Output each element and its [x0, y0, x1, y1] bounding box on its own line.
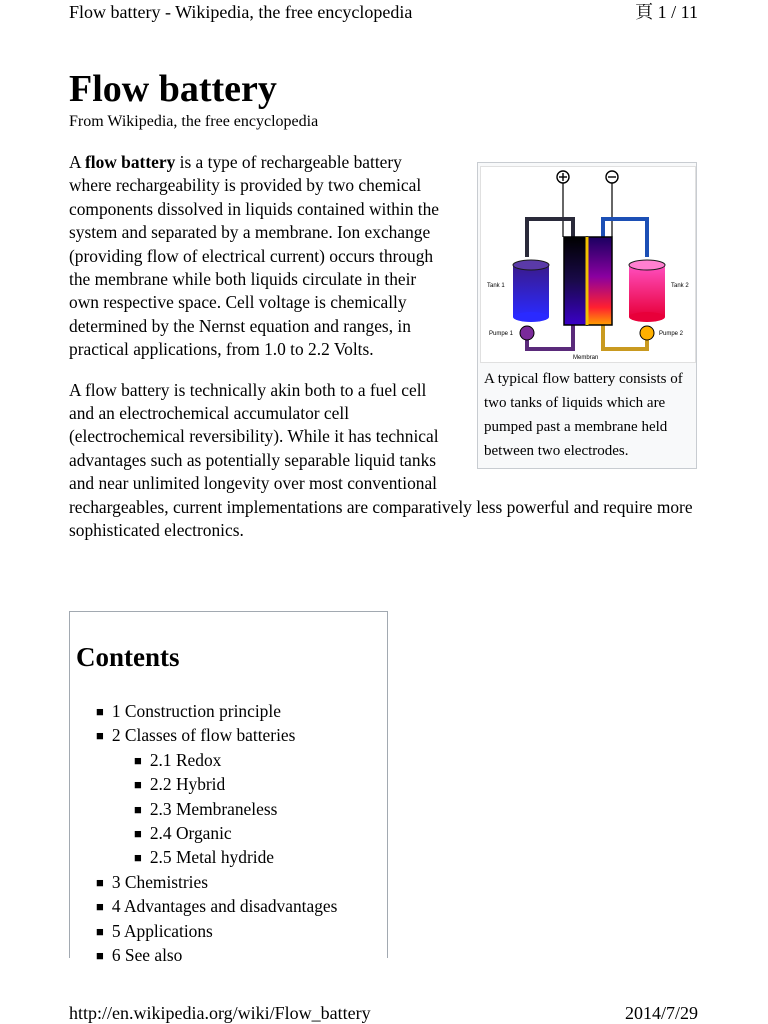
- toc-item[interactable]: ■ 6 See also: [96, 945, 183, 966]
- page-indicator: 頁 1 / 11: [635, 2, 698, 22]
- bullet-icon: ■: [134, 777, 142, 793]
- toc-subitem[interactable]: ■ 2.2 Hybrid: [134, 774, 226, 795]
- pump-1-label: Pumpe 1: [489, 331, 514, 337]
- figure-caption: A typical flow battery consists of two tanks of liquids which are pumped past a membrane held between two electrodes.: [484, 371, 683, 459]
- toc-item[interactable]: ■ 4 Advantages and disadvantages: [96, 896, 338, 917]
- toc-list: [96, 700, 337, 968]
- article-body: [69, 151, 695, 560]
- page-title: Flow battery: [69, 68, 277, 110]
- bullet-icon: ■: [96, 948, 104, 964]
- tank-1: [513, 260, 549, 322]
- bullet-icon: ■: [134, 850, 142, 866]
- pump-2-icon: [640, 326, 654, 340]
- figure-thumbnail: [477, 162, 697, 469]
- toc-subitem[interactable]: ■ 2.4 Organic: [134, 823, 232, 844]
- bullet-icon: ■: [96, 899, 104, 915]
- bullet-icon: ■: [96, 923, 104, 939]
- toc-item[interactable]: ■ 3 Chemistries: [96, 871, 208, 892]
- page-subtitle: From Wikipedia, the free encyclopedia: [69, 113, 319, 130]
- print-date: 2014/7/29: [624, 1003, 698, 1023]
- plus-terminal-icon: [557, 171, 569, 183]
- toc-subitem[interactable]: ■ 2.1 Redox: [134, 749, 222, 770]
- toc-item[interactable]: ■ 5 Applications: [96, 920, 213, 941]
- tank-2: [629, 260, 665, 322]
- pump-2-label: Pumpe 2: [659, 331, 684, 337]
- toc-item[interactable]: ■ 1 Construction principle: [96, 701, 281, 721]
- bullet-icon: ■: [134, 801, 142, 817]
- pump-1-icon: [520, 326, 534, 340]
- toc-subitem[interactable]: ■ 2.3 Membraneless: [134, 798, 278, 819]
- bullet-icon: ■: [134, 752, 142, 768]
- intro-paragraph: A flow battery is a type of rechargeable battery where rechargeability is provided by two chemical components dissolved in liquids contained within the system and separated by a membrane. Ion exchange (providing flow of electrical current) occurs through the membrane while both liquids circulate in their own respective space. Cell voltage is chemically determined by the Nernst equation and ranges, in practical applications, from 1.0 to 2.2 Volts.: [69, 152, 439, 360]
- membrane-label: Membran: [573, 355, 599, 361]
- bullet-icon: ■: [96, 728, 104, 744]
- tank-1-label: Tank 1: [487, 283, 505, 289]
- print-header-title: Flow battery - Wikipedia, the free encyclopedia: [69, 2, 413, 22]
- toc-item[interactable]: ■ 2 Classes of flow batteries ■ 2.1 Redox ■ 2.2 Hybrid ■ 2.3 Membraneless ■ 2.4 Organic ■ 2.5 Metal hydride: [96, 724, 337, 870]
- electrochemical-cell: [564, 237, 612, 325]
- toc-subitem[interactable]: ■ 2.5 Metal hydride: [134, 847, 274, 868]
- page-url[interactable]: http://en.wikipedia.org/wiki/Flow_battery: [69, 1003, 371, 1023]
- tank-2-label: Tank 2: [671, 283, 689, 289]
- toc-sublist: [96, 749, 337, 871]
- minus-terminal-icon: [606, 171, 618, 183]
- bullet-icon: ■: [96, 874, 104, 890]
- second-paragraph: A flow battery is technically akin both to a fuel cell and an electrochemical accumulator cell (electrochemical reversibility). While it has technical advantages such as potentially separable liquid tanks and near unlimited longevity over most conventional rechargeables, current implementations are comparatively less powerful and require more sophisticated electronics.: [69, 379, 693, 541]
- bullet-icon: ■: [96, 704, 104, 719]
- bold-term: flow battery: [84, 152, 176, 172]
- flow-battery-diagram[interactable]: [480, 166, 696, 363]
- bullet-icon: ■: [134, 826, 142, 842]
- table-of-contents: [69, 611, 388, 966]
- toc-heading: Contents: [76, 642, 180, 672]
